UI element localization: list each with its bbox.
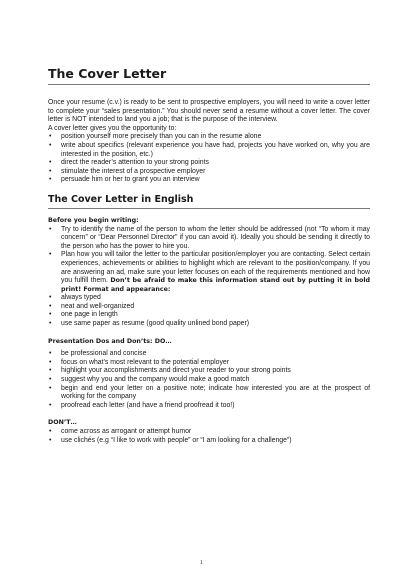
list-item: • one page in length [49,311,118,319]
bullet-icon: • [49,176,52,184]
list-item: • use same paper as resume (good quality unlined bond paper) [49,320,250,328]
list-item: • Plan how you will tailor the letter to the particular position/employer you are contacting. Select certain experiences, achievements or abilities to highlight which are relevant to the position/company. If you are answering an ad, make sure your letter focuses on each of the requirements mentioned and how you fulfill them. Don’t be afraid to make this information stand out by putting it in bold print! Format and appearance: [49,251,370,293]
bullet-icon: • [49,376,52,384]
opportunity-intro: A cover letter gives you the opportunity to: [48,124,177,132]
list-item: • persuade him or her to grant you an interview [49,176,200,184]
list-item: • direct the reader’s attention to your strong points [49,159,209,167]
bullet-icon: • [49,311,52,319]
list-item: • position yourself more precisely than you can in the resume alone [49,133,262,141]
list-item: • focus on what’s most relevant to the potential employer [49,358,230,366]
bullet-icon: • [49,401,52,409]
bullet-icon: • [49,133,52,141]
format-list [48,294,370,328]
bullet-icon: • [49,225,52,233]
page-number: 1 [200,560,203,566]
list-item: • highlight your accomplishments and direct your reader to your strong points [49,367,291,375]
list-item: • begin and end your letter on a positive note; indicate how interested you are at the prospect of working for the company [49,384,370,401]
dont-heading: DON’T… [48,419,77,427]
do-list [48,350,370,410]
bold-tip: Don’t be afraid to make this information stand out by putting it in bold print! Format and appearance: [61,277,370,293]
list-item: • be professional and concise [49,350,147,358]
document-body [48,66,370,445]
list-item: • always typed [49,294,101,302]
intro-paragraph: Once your resume (c.v.) is ready to be sent to prospective employers, you will need to write a cover letter to complete your “sales presentation.” You should never send a resume without a cover letter. The cover letter is NOT intended to land you a job; that is the purpose of the interview. [48,99,370,124]
list-item: • neat and well-organized [49,302,135,310]
bullet-icon: • [49,358,52,366]
bullet-icon: • [49,428,52,435]
list-item: • suggest why you and the company would make a good match [49,376,250,384]
bullet-icon: • [49,159,52,167]
page-title: The Cover Letter [48,66,370,85]
opportunity-list [48,133,370,185]
before-list [48,226,370,295]
list-item: • use clichés (e.g “I like to work with people” or “I am looking for a challenge”) [49,436,292,444]
section-heading: The Cover Letter in English [48,194,370,209]
bullet-icon: • [49,384,52,392]
list-item: • come across as arrogant or attempt humor [49,428,192,435]
bullet-icon: • [49,436,52,444]
bullet-icon: • [49,302,52,310]
bullet-icon: • [49,294,52,302]
before-heading: Before you begin writing: [48,216,139,224]
list-item: • proofread each letter (and have a friend proofread it too!) [49,401,235,409]
list-item: • stimulate the interest of a prospective employer [49,167,206,175]
bullet-icon: • [49,350,52,358]
bullet-icon: • [49,320,52,328]
dos-heading: Presentation Dos and Don’ts: DO… [48,337,172,345]
bullet-icon: • [49,141,52,149]
bullet-icon: • [49,167,52,175]
bullet-icon: • [49,251,52,259]
list-item: • Try to identify the name of the person to whom the letter should be addressed (not “To whom it may concern” or “Dear Personnel Director” if you can avoid it). Ideally you should be sending it directly to the person who has the power to hire you. [49,225,370,250]
bullet-icon: • [49,367,52,375]
list-item: • write about specifics (relevant experience you have had, projects you have worked on, why you are interested in the position, etc.) [49,141,370,158]
dont-list [48,428,370,445]
